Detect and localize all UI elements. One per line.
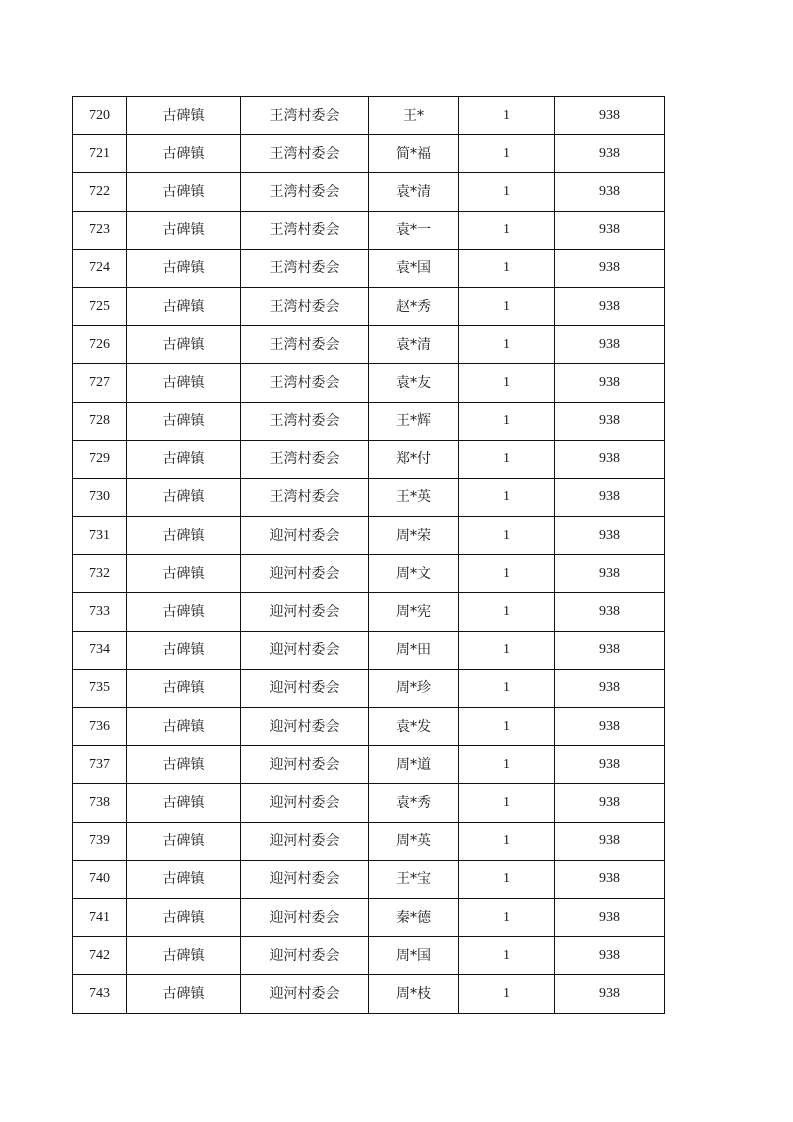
count-cell: 1 — [459, 249, 555, 287]
amount-cell: 938 — [555, 822, 665, 860]
table-row — [73, 937, 665, 975]
person-name-cell: 王*辉 — [369, 402, 459, 440]
amount-cell: 938 — [555, 708, 665, 746]
town-cell: 古碑镇 — [127, 364, 241, 402]
town-cell: 古碑镇 — [127, 860, 241, 898]
amount-cell: 938 — [555, 975, 665, 1013]
count-cell: 1 — [459, 326, 555, 364]
village-committee-cell: 迎河村委会 — [241, 631, 369, 669]
table-row — [73, 517, 665, 555]
row-number-cell: 722 — [73, 173, 127, 211]
row-number-cell: 729 — [73, 440, 127, 478]
row-number-cell: 720 — [73, 97, 127, 135]
table-row — [73, 211, 665, 249]
person-name-cell: 秦*德 — [369, 898, 459, 936]
town-cell: 古碑镇 — [127, 440, 241, 478]
row-number-cell: 724 — [73, 249, 127, 287]
person-name-cell: 赵*秀 — [369, 287, 459, 325]
village-committee-cell: 王湾村委会 — [241, 135, 369, 173]
row-number-cell: 735 — [73, 669, 127, 707]
town-cell: 古碑镇 — [127, 326, 241, 364]
town-cell: 古碑镇 — [127, 249, 241, 287]
table-row — [73, 364, 665, 402]
table-row — [73, 326, 665, 364]
row-number-cell: 742 — [73, 937, 127, 975]
row-number-cell: 741 — [73, 898, 127, 936]
town-cell: 古碑镇 — [127, 517, 241, 555]
village-committee-cell: 迎河村委会 — [241, 898, 369, 936]
person-name-cell: 袁*国 — [369, 249, 459, 287]
amount-cell: 938 — [555, 898, 665, 936]
amount-cell: 938 — [555, 669, 665, 707]
person-name-cell: 周*珍 — [369, 669, 459, 707]
table-row — [73, 593, 665, 631]
person-name-cell: 郑*付 — [369, 440, 459, 478]
amount-cell: 938 — [555, 937, 665, 975]
person-name-cell: 周*田 — [369, 631, 459, 669]
table-row — [73, 746, 665, 784]
count-cell: 1 — [459, 975, 555, 1013]
table-row — [73, 631, 665, 669]
amount-cell: 938 — [555, 746, 665, 784]
town-cell: 古碑镇 — [127, 708, 241, 746]
village-committee-cell: 迎河村委会 — [241, 975, 369, 1013]
person-name-cell: 周*荣 — [369, 517, 459, 555]
amount-cell: 938 — [555, 784, 665, 822]
town-cell: 古碑镇 — [127, 211, 241, 249]
row-number-cell: 737 — [73, 746, 127, 784]
row-number-cell: 727 — [73, 364, 127, 402]
row-number-cell: 721 — [73, 135, 127, 173]
row-number-cell: 738 — [73, 784, 127, 822]
count-cell: 1 — [459, 517, 555, 555]
row-number-cell: 726 — [73, 326, 127, 364]
town-cell: 古碑镇 — [127, 402, 241, 440]
town-cell: 古碑镇 — [127, 746, 241, 784]
table-row — [73, 555, 665, 593]
count-cell: 1 — [459, 135, 555, 173]
amount-cell: 938 — [555, 402, 665, 440]
person-name-cell: 袁*发 — [369, 708, 459, 746]
table-row — [73, 135, 665, 173]
amount-cell: 938 — [555, 631, 665, 669]
town-cell: 古碑镇 — [127, 135, 241, 173]
count-cell: 1 — [459, 97, 555, 135]
person-name-cell: 王*宝 — [369, 860, 459, 898]
amount-cell: 938 — [555, 326, 665, 364]
count-cell: 1 — [459, 631, 555, 669]
person-name-cell: 简*福 — [369, 135, 459, 173]
amount-cell: 938 — [555, 287, 665, 325]
row-number-cell: 739 — [73, 822, 127, 860]
person-name-cell: 周*枝 — [369, 975, 459, 1013]
person-name-cell: 袁*友 — [369, 364, 459, 402]
count-cell: 1 — [459, 898, 555, 936]
town-cell: 古碑镇 — [127, 593, 241, 631]
amount-cell: 938 — [555, 478, 665, 516]
village-committee-cell: 迎河村委会 — [241, 593, 369, 631]
person-name-cell: 周*文 — [369, 555, 459, 593]
count-cell: 1 — [459, 402, 555, 440]
amount-cell: 938 — [555, 555, 665, 593]
town-cell: 古碑镇 — [127, 975, 241, 1013]
town-cell: 古碑镇 — [127, 631, 241, 669]
count-cell: 1 — [459, 937, 555, 975]
person-name-cell: 袁*清 — [369, 326, 459, 364]
village-committee-cell: 迎河村委会 — [241, 860, 369, 898]
row-number-cell: 730 — [73, 478, 127, 516]
person-name-cell: 周*国 — [369, 937, 459, 975]
village-committee-cell: 迎河村委会 — [241, 708, 369, 746]
row-number-cell: 734 — [73, 631, 127, 669]
row-number-cell: 736 — [73, 708, 127, 746]
table-body — [73, 97, 665, 1014]
amount-cell: 938 — [555, 517, 665, 555]
table-row — [73, 975, 665, 1013]
person-name-cell: 王* — [369, 97, 459, 135]
village-committee-cell: 迎河村委会 — [241, 669, 369, 707]
table-row — [73, 402, 665, 440]
count-cell: 1 — [459, 593, 555, 631]
table-row — [73, 669, 665, 707]
town-cell: 古碑镇 — [127, 784, 241, 822]
row-number-cell: 740 — [73, 860, 127, 898]
amount-cell: 938 — [555, 249, 665, 287]
village-committee-cell: 王湾村委会 — [241, 478, 369, 516]
village-committee-cell: 王湾村委会 — [241, 173, 369, 211]
table-row — [73, 898, 665, 936]
table-row — [73, 860, 665, 898]
count-cell: 1 — [459, 822, 555, 860]
person-name-cell: 袁*秀 — [369, 784, 459, 822]
town-cell: 古碑镇 — [127, 478, 241, 516]
table-row — [73, 822, 665, 860]
village-committee-cell: 王湾村委会 — [241, 287, 369, 325]
village-committee-cell: 王湾村委会 — [241, 364, 369, 402]
town-cell: 古碑镇 — [127, 937, 241, 975]
count-cell: 1 — [459, 173, 555, 211]
row-number-cell: 723 — [73, 211, 127, 249]
amount-cell: 938 — [555, 211, 665, 249]
person-name-cell: 周*英 — [369, 822, 459, 860]
table-row — [73, 249, 665, 287]
person-name-cell: 袁*一 — [369, 211, 459, 249]
table-row — [73, 173, 665, 211]
count-cell: 1 — [459, 555, 555, 593]
village-committee-cell: 王湾村委会 — [241, 97, 369, 135]
table-row — [73, 708, 665, 746]
count-cell: 1 — [459, 784, 555, 822]
village-committee-cell: 迎河村委会 — [241, 784, 369, 822]
village-committee-cell: 王湾村委会 — [241, 249, 369, 287]
person-name-cell: 袁*清 — [369, 173, 459, 211]
row-number-cell: 733 — [73, 593, 127, 631]
count-cell: 1 — [459, 669, 555, 707]
row-number-cell: 743 — [73, 975, 127, 1013]
person-name-cell: 周*宪 — [369, 593, 459, 631]
village-committee-cell: 王湾村委会 — [241, 326, 369, 364]
amount-cell: 938 — [555, 860, 665, 898]
count-cell: 1 — [459, 364, 555, 402]
village-committee-cell: 王湾村委会 — [241, 402, 369, 440]
person-name-cell: 王*英 — [369, 478, 459, 516]
table-row — [73, 97, 665, 135]
village-committee-cell: 迎河村委会 — [241, 937, 369, 975]
village-committee-cell: 迎河村委会 — [241, 517, 369, 555]
count-cell: 1 — [459, 860, 555, 898]
count-cell: 1 — [459, 746, 555, 784]
table-row — [73, 784, 665, 822]
beneficiary-table — [72, 96, 665, 1014]
town-cell: 古碑镇 — [127, 555, 241, 593]
row-number-cell: 732 — [73, 555, 127, 593]
village-committee-cell: 王湾村委会 — [241, 211, 369, 249]
village-committee-cell: 迎河村委会 — [241, 746, 369, 784]
village-committee-cell: 迎河村委会 — [241, 555, 369, 593]
amount-cell: 938 — [555, 593, 665, 631]
table-row — [73, 287, 665, 325]
row-number-cell: 728 — [73, 402, 127, 440]
town-cell: 古碑镇 — [127, 822, 241, 860]
row-number-cell: 731 — [73, 517, 127, 555]
count-cell: 1 — [459, 440, 555, 478]
town-cell: 古碑镇 — [127, 669, 241, 707]
town-cell: 古碑镇 — [127, 898, 241, 936]
count-cell: 1 — [459, 478, 555, 516]
amount-cell: 938 — [555, 173, 665, 211]
amount-cell: 938 — [555, 97, 665, 135]
town-cell: 古碑镇 — [127, 173, 241, 211]
amount-cell: 938 — [555, 364, 665, 402]
town-cell: 古碑镇 — [127, 287, 241, 325]
amount-cell: 938 — [555, 440, 665, 478]
count-cell: 1 — [459, 211, 555, 249]
table-row — [73, 440, 665, 478]
village-committee-cell: 王湾村委会 — [241, 440, 369, 478]
count-cell: 1 — [459, 708, 555, 746]
row-number-cell: 725 — [73, 287, 127, 325]
table-row — [73, 478, 665, 516]
count-cell: 1 — [459, 287, 555, 325]
village-committee-cell: 迎河村委会 — [241, 822, 369, 860]
person-name-cell: 周*道 — [369, 746, 459, 784]
town-cell: 古碑镇 — [127, 97, 241, 135]
amount-cell: 938 — [555, 135, 665, 173]
